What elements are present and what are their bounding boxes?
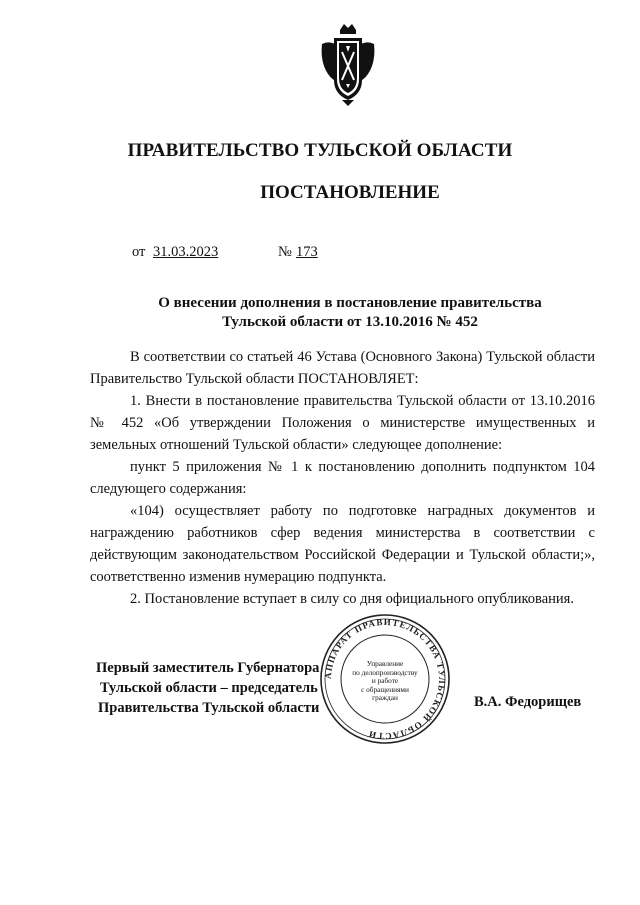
document-subject (0, 294, 640, 332)
body-paragraph-preamble: В соответствии со статьей 46 Устава (Основного Закона) Тульской области Правительство Тульской области ПОСТАНОВЛЯЕТ: (90, 349, 595, 387)
document-body (90, 346, 595, 610)
stamp-inner-text (338, 660, 432, 703)
tula-coat-of-arms-emblem (316, 22, 380, 106)
body-paragraph-amendment: пункт 5 приложения № 1 к постановлению дополнить подпунктом 104 следующего содержания: (90, 459, 595, 497)
stamp-inner-line: с обращениями (361, 684, 409, 694)
body-paragraph-quote: «104) осуществляет работу по подготовке наградных документов и награждению работников сфер ведения министерства в соответствии с действующим законодательством Российской Федерации и Тульской области;», соответственно изменив нумерацию подпункта. (90, 503, 595, 585)
stamp-ring-text: АППАРАТ ПРАВИТЕЛЬСТВА ТУЛЬСКОЙ ОБЛАСТИ (322, 616, 448, 742)
stamp-inner-line: по делопроизводству (352, 667, 418, 677)
document-date: 31.03.2023 (153, 244, 219, 260)
signatory-position-line-2: Тульской области – председатель (100, 680, 318, 696)
document-type-title: ПОСТАНОВЛЕНИЕ (260, 182, 440, 203)
stamp-inner-line: Управление (366, 659, 404, 668)
body-paragraph-item-1: 1. Внести в постановление правительства Тульской области от 13.10.2016 № 452 «Об утверждении Положения о министерстве имущественных и земельных отношений Тульской области» следующее дополнение: (90, 393, 595, 453)
body-paragraph-item-2: 2. Постановление вступает в силу со дня официального опубликования. (130, 591, 574, 607)
date-prefix: от (132, 244, 146, 260)
signatory-position (96, 658, 319, 718)
stamp-inner-line: и работе (371, 676, 399, 685)
subject-line-2: Тульской области от 13.10.2016 № 452 (222, 314, 478, 330)
number-prefix: № (278, 244, 292, 260)
signatory-position-line-3: Правительства Тульской области (98, 700, 320, 716)
government-title: ПРАВИТЕЛЬСТВО ТУЛЬСКОЙ ОБЛАСТИ (127, 140, 513, 161)
stamp-inner-line: граждан (372, 693, 398, 702)
signatory-position-line-1: Первый заместитель Губернатора (96, 660, 320, 676)
signatory-name: В.А. Федорищев (474, 694, 582, 710)
document-number: 173 (296, 244, 318, 260)
subject-line-1: О внесении дополнения в постановление правительства (158, 295, 542, 311)
